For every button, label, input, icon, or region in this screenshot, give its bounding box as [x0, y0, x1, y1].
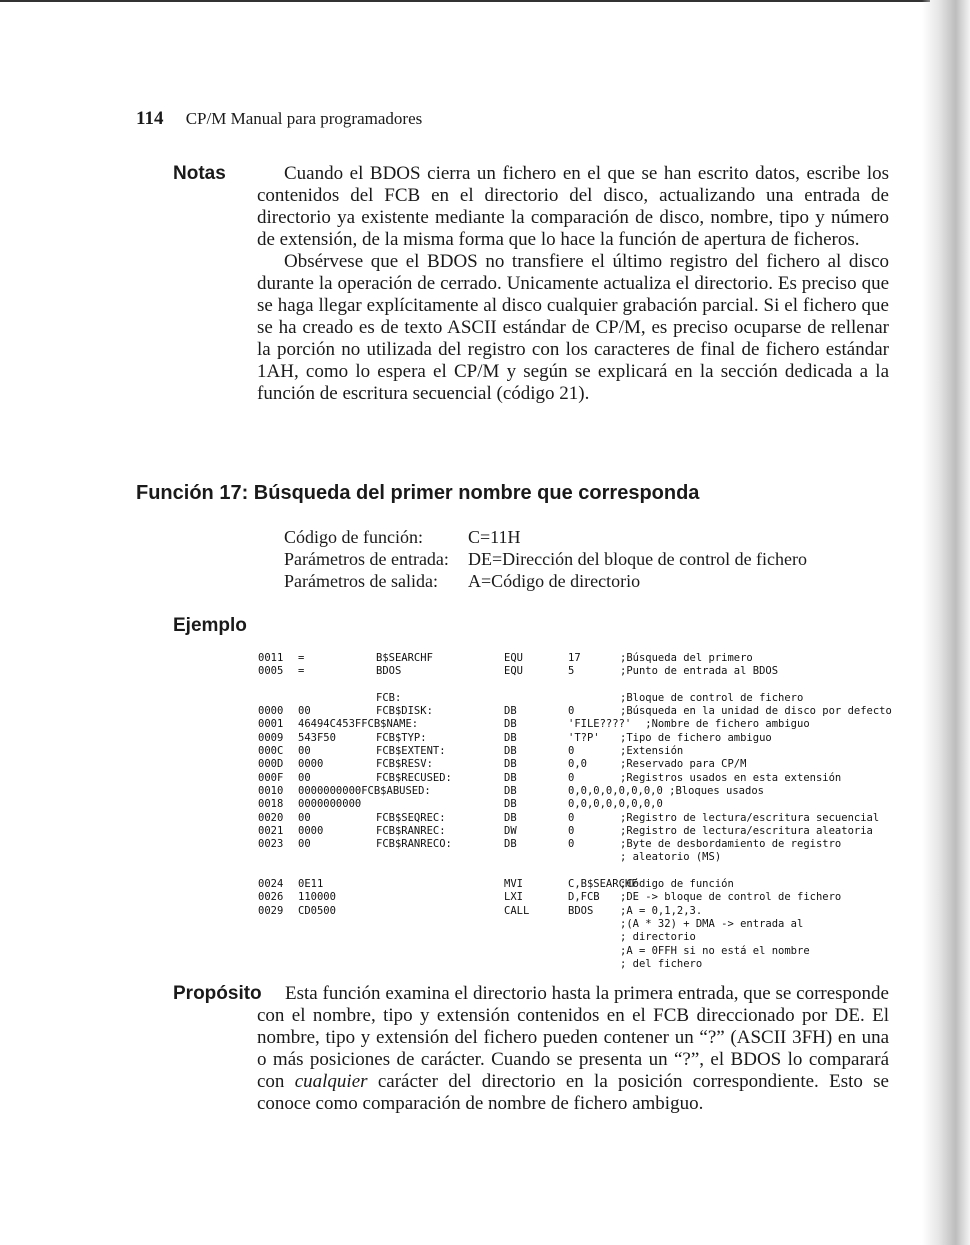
- code-line: [258, 838, 908, 851]
- code-arg: 0: [568, 811, 575, 824]
- code-cmt: ;Registro de lectura/escritura aleatoria: [620, 824, 873, 837]
- code-arg: 17: [568, 652, 581, 664]
- code-line: [258, 812, 908, 825]
- code-hex: 0E11: [298, 878, 324, 891]
- code-cmt: ;Búsqueda en la unidad de disco por defecto: [620, 705, 892, 718]
- param-key: Código de función:: [284, 527, 423, 547]
- code-lbl: FCB$EXTENT:: [376, 745, 446, 758]
- code-line: [258, 758, 908, 771]
- code-hex: 0000000000: [298, 798, 362, 811]
- code-arg: 'FILE????': [568, 718, 632, 731]
- code-hex: =: [298, 652, 305, 664]
- code-line: [258, 878, 908, 891]
- code-hex: 00: [298, 745, 311, 758]
- code-addr: 000C: [258, 745, 284, 758]
- code-cmt: ;Registro de lectura/escritura secuencial: [620, 811, 880, 824]
- code-line: [258, 692, 908, 705]
- code-line: [258, 931, 908, 944]
- code-cmt: ;Nombre de fichero ambiguo: [620, 718, 810, 731]
- code-line: [258, 958, 908, 971]
- page-top-edge: [0, 0, 930, 2]
- code-addr: 0021: [258, 824, 284, 837]
- notas-paragraph-2: Obsérvese que el BDOS no transfiere el último registro del fichero al disco durante la operación de cerrado. Unicamente actualiza el directorio. Es preciso que se haga llegar explícitamente al disco cualquier grabación parcial. Si el fichero que se ha creado es de texto ASCII estándar de CP/M, es preciso ocuparse de rellenar la porción no utilizada del registro con los caracteres de final de fichero estándar 1AH, como lo espera el CP/M y según se explicará en la sección dedicada a la función de escritura secuencial (código 21).: [257, 251, 889, 404]
- code-addr: 0026: [258, 891, 284, 904]
- code-addr: 0001: [258, 718, 284, 731]
- code-arg: C,B$SEARCHF: [568, 878, 638, 891]
- code-hex: 110000: [298, 891, 336, 904]
- code-cmt: ;DE -> bloque de control de fichero: [620, 891, 842, 904]
- code-line: [258, 785, 908, 798]
- code-cmt: ;Byte de desbordamiento de registro: [620, 838, 842, 851]
- code-hex: =: [298, 665, 305, 678]
- code-addr: 0020: [258, 811, 284, 824]
- code-arg: 0: [568, 824, 575, 837]
- code-lbl: B$SEARCHF: [376, 652, 433, 664]
- code-line: [258, 665, 908, 678]
- code-line: [258, 732, 908, 745]
- code-lbl: FCB$RANREC:: [376, 824, 446, 837]
- code-line: [258, 905, 908, 918]
- code-op: DB: [504, 798, 517, 811]
- code-cmt: ;Extensión: [620, 745, 684, 758]
- code-cmt: ;A = 0,1,2,3.: [620, 904, 703, 917]
- code-hex: 46494C453FFCB$NAME:: [298, 718, 419, 731]
- code-lbl: FCB:: [376, 691, 402, 704]
- code-cmt: ;Registros usados en esta extensión: [620, 771, 842, 784]
- code-hex: 00: [298, 705, 311, 718]
- proposito-label: Propósito: [173, 983, 262, 1004]
- code-arg: BDOS: [568, 904, 594, 917]
- code-cmt: ;Búsqueda del primero: [620, 652, 753, 664]
- param-row: [284, 526, 807, 548]
- running-title: CP/M Manual para programadores: [185, 109, 423, 128]
- code-op: LXI: [504, 891, 523, 904]
- code-arg: 0,0: [568, 758, 587, 771]
- code-cmt: ;(A * 32) + DMA -> entrada al: [620, 917, 804, 930]
- code-line: [258, 945, 908, 958]
- param-value: A=Código de directorio: [468, 571, 641, 591]
- section-title: Función 17: Búsqueda del primer nombre que corresponda: [136, 482, 700, 504]
- code-lbl: FCB$TYP:: [376, 731, 427, 744]
- code-arg: 0,0,0,0,0,0,0,0: [568, 798, 663, 811]
- page-number: 114: [136, 108, 164, 129]
- proposito-emphasis: cualquier: [294, 1071, 368, 1092]
- code-cmt: ;Reservado para CP/M: [620, 758, 747, 771]
- code-hex: 543F50: [298, 731, 336, 744]
- code-arg: 0: [568, 838, 575, 851]
- notas-body: [257, 163, 889, 405]
- code-lbl: BDOS: [376, 665, 402, 678]
- code-line: [258, 865, 908, 878]
- proposito-body: [257, 983, 889, 1115]
- code-lbl: FCB$RESV:: [376, 758, 433, 771]
- code-line: [258, 679, 908, 692]
- code-cmt: ;Código de función: [620, 878, 734, 891]
- code-cmt: ;A = 0FFH si no está el nombre: [620, 944, 810, 957]
- code-arg: 5: [568, 665, 575, 678]
- code-line: [258, 798, 908, 811]
- code-arg: 'T?P': [568, 731, 600, 744]
- code-addr: 0018: [258, 798, 284, 811]
- code-op: DB: [504, 771, 517, 784]
- code-cmt: ; aleatorio (MS): [620, 851, 722, 864]
- code-addr: 000D: [258, 758, 284, 771]
- proposito-text-b: carácter del directorio en la posición correspondiente. Esto se conoce como comparación de nombre de fichero ambiguo.: [257, 1071, 889, 1114]
- code-op: MVI: [504, 878, 523, 891]
- code-arg: 0: [568, 771, 575, 784]
- code-op: DB: [504, 745, 517, 758]
- code-line: [258, 825, 908, 838]
- code-lbl: FCB$DISK:: [376, 705, 433, 718]
- code-line: [258, 891, 908, 904]
- ejemplo-label: Ejemplo: [173, 615, 247, 636]
- code-op: DB: [504, 731, 517, 744]
- code-addr: 0029: [258, 904, 284, 917]
- code-addr: 0000: [258, 705, 284, 718]
- param-row: [284, 548, 807, 570]
- code-addr: 000F: [258, 771, 284, 784]
- page-header: [136, 108, 422, 130]
- notas-label: Notas: [173, 163, 226, 184]
- code-op: DB: [504, 705, 517, 718]
- proposito-text-a: Esta función examina el directorio hasta la primera entrada, que se corresponde con el nombre, tipo y extensión contenidos en el FCB direccionado por DE. El nombre, tipo y extensión del fichero pueden contener un “?” (ASCII 3FH) en una o más posiciones de carácter. Cuando se presenta un “?”, el BDOS lo comparará con: [257, 983, 889, 1092]
- code-op: EQU: [504, 652, 523, 664]
- code-op: DW: [504, 824, 517, 837]
- code-op: DB: [504, 718, 517, 731]
- code-lbl: FCB$RECUSED:: [376, 771, 452, 784]
- param-key: Parámetros de salida:: [284, 571, 438, 591]
- proposito-paragraph: [257, 983, 889, 1115]
- notas-paragraph-1: Cuando el BDOS cierra un fichero en el que se han escrito datos, escribe los contenidos del FCB en el directorio del disco, actualizando una entrada de directorio ya existente mediante la comparación de disco, nombre, tipo y número de extensión, de la misma forma que lo hace la función de apertura de ficheros.: [257, 163, 889, 250]
- code-op: DB: [504, 758, 517, 771]
- code-line: [258, 918, 908, 931]
- param-row: [284, 570, 807, 592]
- code-hex: 00: [298, 838, 311, 851]
- code-lbl: FCB$RANRECO:: [376, 838, 452, 851]
- code-cmt: ; del fichero: [620, 957, 703, 970]
- code-cmt: ;Punto de entrada al BDOS: [620, 665, 779, 678]
- code-arg: 0,0,0,0,0,0,0,0 ;Bloques usados: [568, 784, 764, 797]
- code-cmt: ;Tipo de fichero ambiguo: [620, 731, 772, 744]
- code-arg: 0: [568, 745, 575, 758]
- code-hex: 0000: [298, 758, 324, 771]
- code-line: [258, 745, 908, 758]
- code-addr: 0005: [258, 665, 284, 678]
- code-cmt: ; directorio: [620, 931, 696, 944]
- code-addr: 0023: [258, 838, 284, 851]
- code-hex: 00: [298, 771, 311, 784]
- code-hex: 0000000000FCB$ABUSED:: [298, 784, 431, 797]
- function-parameters: [284, 526, 807, 592]
- book-gutter-shadow: [922, 0, 970, 1245]
- code-addr: 0009: [258, 731, 284, 744]
- code-hex: 0000: [298, 824, 324, 837]
- code-cmt: ;Bloque de control de fichero: [620, 691, 804, 704]
- code-hex: CD0500: [298, 904, 336, 917]
- code-addr: 0024: [258, 878, 284, 891]
- code-arg: D,FCB: [568, 891, 600, 904]
- code-lbl: FCB$SEQREC:: [376, 811, 446, 824]
- code-addr: 0011: [258, 652, 284, 664]
- code-op: DB: [504, 784, 517, 797]
- code-line: [258, 652, 908, 665]
- code-listing: [258, 652, 908, 971]
- code-line: [258, 772, 908, 785]
- param-value: C=11H: [468, 527, 521, 547]
- code-arg: 0: [568, 705, 575, 718]
- code-op: DB: [504, 838, 517, 851]
- code-op: CALL: [504, 904, 530, 917]
- code-hex: 00: [298, 811, 311, 824]
- code-op: EQU: [504, 665, 523, 678]
- code-op: DB: [504, 811, 517, 824]
- param-value: DE=Dirección del bloque de control de fichero: [468, 549, 808, 569]
- code-line: [258, 718, 908, 731]
- code-line: [258, 705, 908, 718]
- param-key: Parámetros de entrada:: [284, 549, 449, 569]
- code-addr: 0010: [258, 784, 284, 797]
- code-line: [258, 851, 908, 864]
